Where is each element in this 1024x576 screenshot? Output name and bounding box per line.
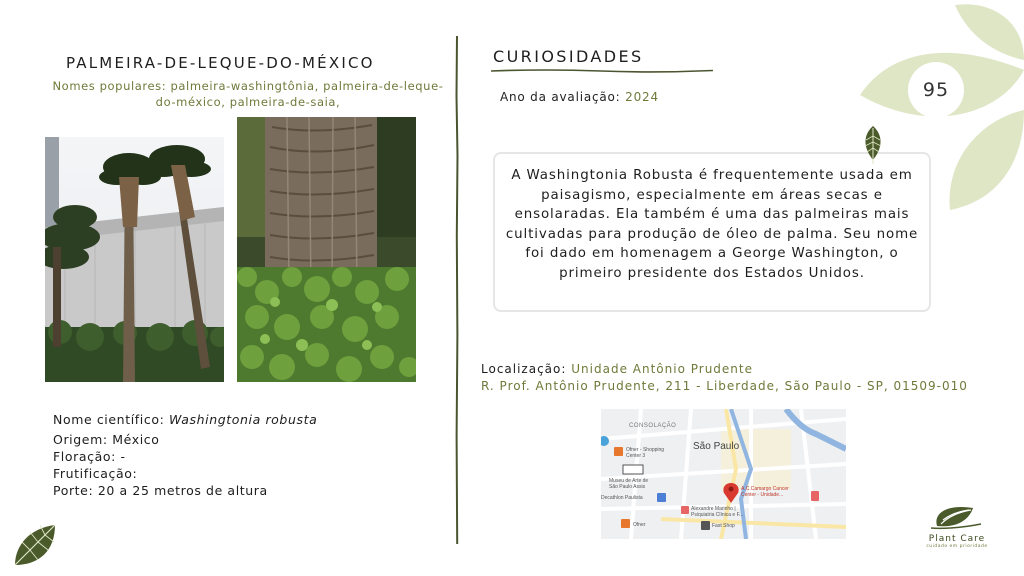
location-unit: Unidade Antônio Prudente — [571, 362, 753, 376]
map-poi-label: Center 3 — [626, 453, 646, 459]
page-number: 95 — [908, 62, 964, 118]
palm-trees-photo — [45, 137, 224, 382]
map-poi-label: Decathlon Paulista — [601, 495, 643, 501]
bottom-left-leaf-icon — [10, 520, 60, 570]
map-poi-label: A.C.Camargo Cancer — [741, 486, 789, 492]
map-poi-label: Center - Unidade... — [741, 492, 784, 498]
location-address: R. Prof. Antônio Prudente, 211 - Liberdade, São Paulo - SP, 01509-010 — [481, 379, 968, 393]
brand-name: Plant Care — [928, 534, 986, 544]
location-row — [481, 361, 968, 378]
scientific-name-row — [53, 411, 317, 428]
location-label: Localização: — [481, 362, 567, 376]
map-illustration — [601, 409, 846, 539]
flowering-row — [53, 448, 317, 465]
map-poi-label: Fast Shop — [712, 523, 735, 529]
curiosity-text-box: A Washingtonia Robusta é frequentemente usada em paisagismo, especialmente em áreas secas e ensolaradas. Ela também é uma das palmeiras mais cultivadas para produção de óleo de palma. Seu nome foi dado em homenagem a George Washington, o primeiro presidente dos Estados Unidos. — [493, 152, 931, 312]
map-poi-label: Ofner — [633, 522, 646, 528]
plant-info — [53, 411, 317, 499]
scientific-name-label: Nome científico: — [53, 412, 165, 427]
title-underline — [491, 68, 713, 74]
evaluation-year-value: 2024 — [625, 90, 659, 104]
map-poi-label: Ofner - Shopping — [626, 447, 665, 453]
popular-names-value: palmeira-washingtônia, palmeira-de-leque-do-méxico, palmeira-de-saia, — [155, 79, 444, 109]
map-poi-label: Psiquiatria Clínica e F... — [691, 512, 744, 518]
origin-label: Origem: — [53, 432, 108, 447]
size-row — [53, 482, 317, 499]
plant-title: PALMEIRA-DE-LEQUE-DO-MÉXICO — [66, 54, 375, 72]
palm-trees-illustration — [45, 137, 224, 382]
map-poi-label: Alexandre Marinho | — [691, 506, 736, 512]
map-poi-label: Museu de Arte de — [609, 478, 649, 484]
location-map[interactable] — [601, 409, 846, 539]
curiosities-title: CURIOSIDADES — [493, 47, 644, 66]
vertical-divider — [455, 36, 459, 544]
origin-row — [53, 431, 317, 448]
brand-tagline: cuidado em prioridade — [926, 544, 988, 549]
map-city-label: São Paulo — [693, 441, 740, 452]
fruiting-row — [53, 465, 317, 482]
trunk-illustration — [237, 117, 416, 382]
location-block — [481, 361, 968, 395]
evaluation-year-label: Ano da avaliação: — [500, 90, 621, 104]
map-district-label: CONSOLAÇÃO — [629, 423, 677, 429]
fruiting-label: Frutificação: — [53, 466, 138, 481]
popular-names-label: Nomes populares: — [52, 79, 167, 93]
evaluation-year — [500, 90, 659, 104]
size-label: Porte: — [53, 483, 94, 498]
scientific-name-value: Washingtonia robusta — [168, 412, 318, 427]
popular-names — [52, 78, 444, 110]
trunk-photo — [237, 117, 416, 382]
small-leaf-icon — [862, 126, 884, 164]
plant-care-logo — [921, 502, 993, 550]
flowering-value: - — [120, 449, 126, 464]
size-value: 20 a 25 metros de altura — [97, 483, 268, 498]
plant-care-logo-icon — [921, 502, 993, 532]
flowering-label: Floração: — [53, 449, 116, 464]
origin-value: México — [112, 432, 160, 447]
map-poi-label: São Paulo Assis — [609, 484, 646, 490]
